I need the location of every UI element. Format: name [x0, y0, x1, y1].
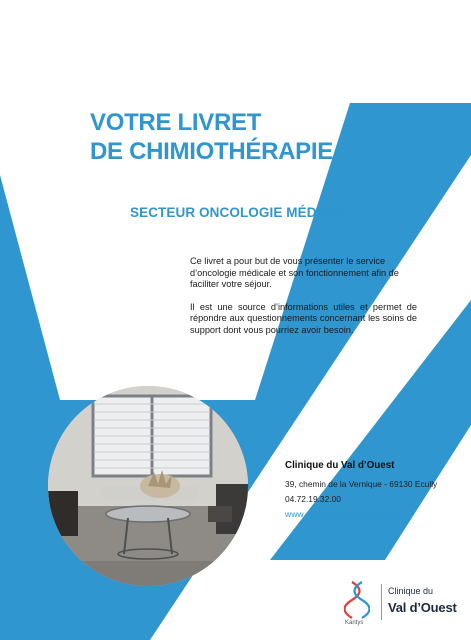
- section-subtitle: SECTEUR ONCOLOGIE MÉDICALE: [130, 205, 358, 220]
- waiting-room-photo: [48, 386, 248, 586]
- title-line-1: VOTRE LIVRET: [90, 109, 262, 136]
- contact-block: [285, 460, 465, 519]
- intro-paragraph-1: Ce livret a pour but de vous présenter le service d’oncologie médicale et son fonctionnement afin de faciliter votre séjour.: [190, 256, 399, 290]
- clinic-website-link[interactable]: www.cliniqueduvaldouest.com: [285, 509, 400, 519]
- clinic-logo: [344, 578, 460, 634]
- clinic-address: 39, chemin de la Vernique - 69130 Ecully: [285, 479, 438, 489]
- page-title: [90, 108, 333, 166]
- logo-text-line-1: Clinique du: [388, 586, 434, 596]
- title-line-2: DE CHIMIOTHÉRAPIE: [90, 138, 333, 165]
- intro-paragraph-2: Il est une source d’informations utiles et permet de répondre aux questionnements concernant les soins de support dont vous pourriez avoir besoin.: [190, 301, 417, 335]
- logo-text-line-2: Val d’Ouest: [388, 600, 457, 615]
- waiting-room-illustration: [48, 386, 248, 586]
- intro-text: [190, 256, 417, 348]
- clinic-phone: 04.72.19.32.00: [285, 494, 341, 504]
- kantys-logo-icon: [344, 578, 370, 624]
- clinic-name: Clinique du Val d’Ouest: [285, 460, 395, 471]
- logo-divider: [381, 584, 382, 620]
- logo-group-name: Kantys: [345, 620, 364, 626]
